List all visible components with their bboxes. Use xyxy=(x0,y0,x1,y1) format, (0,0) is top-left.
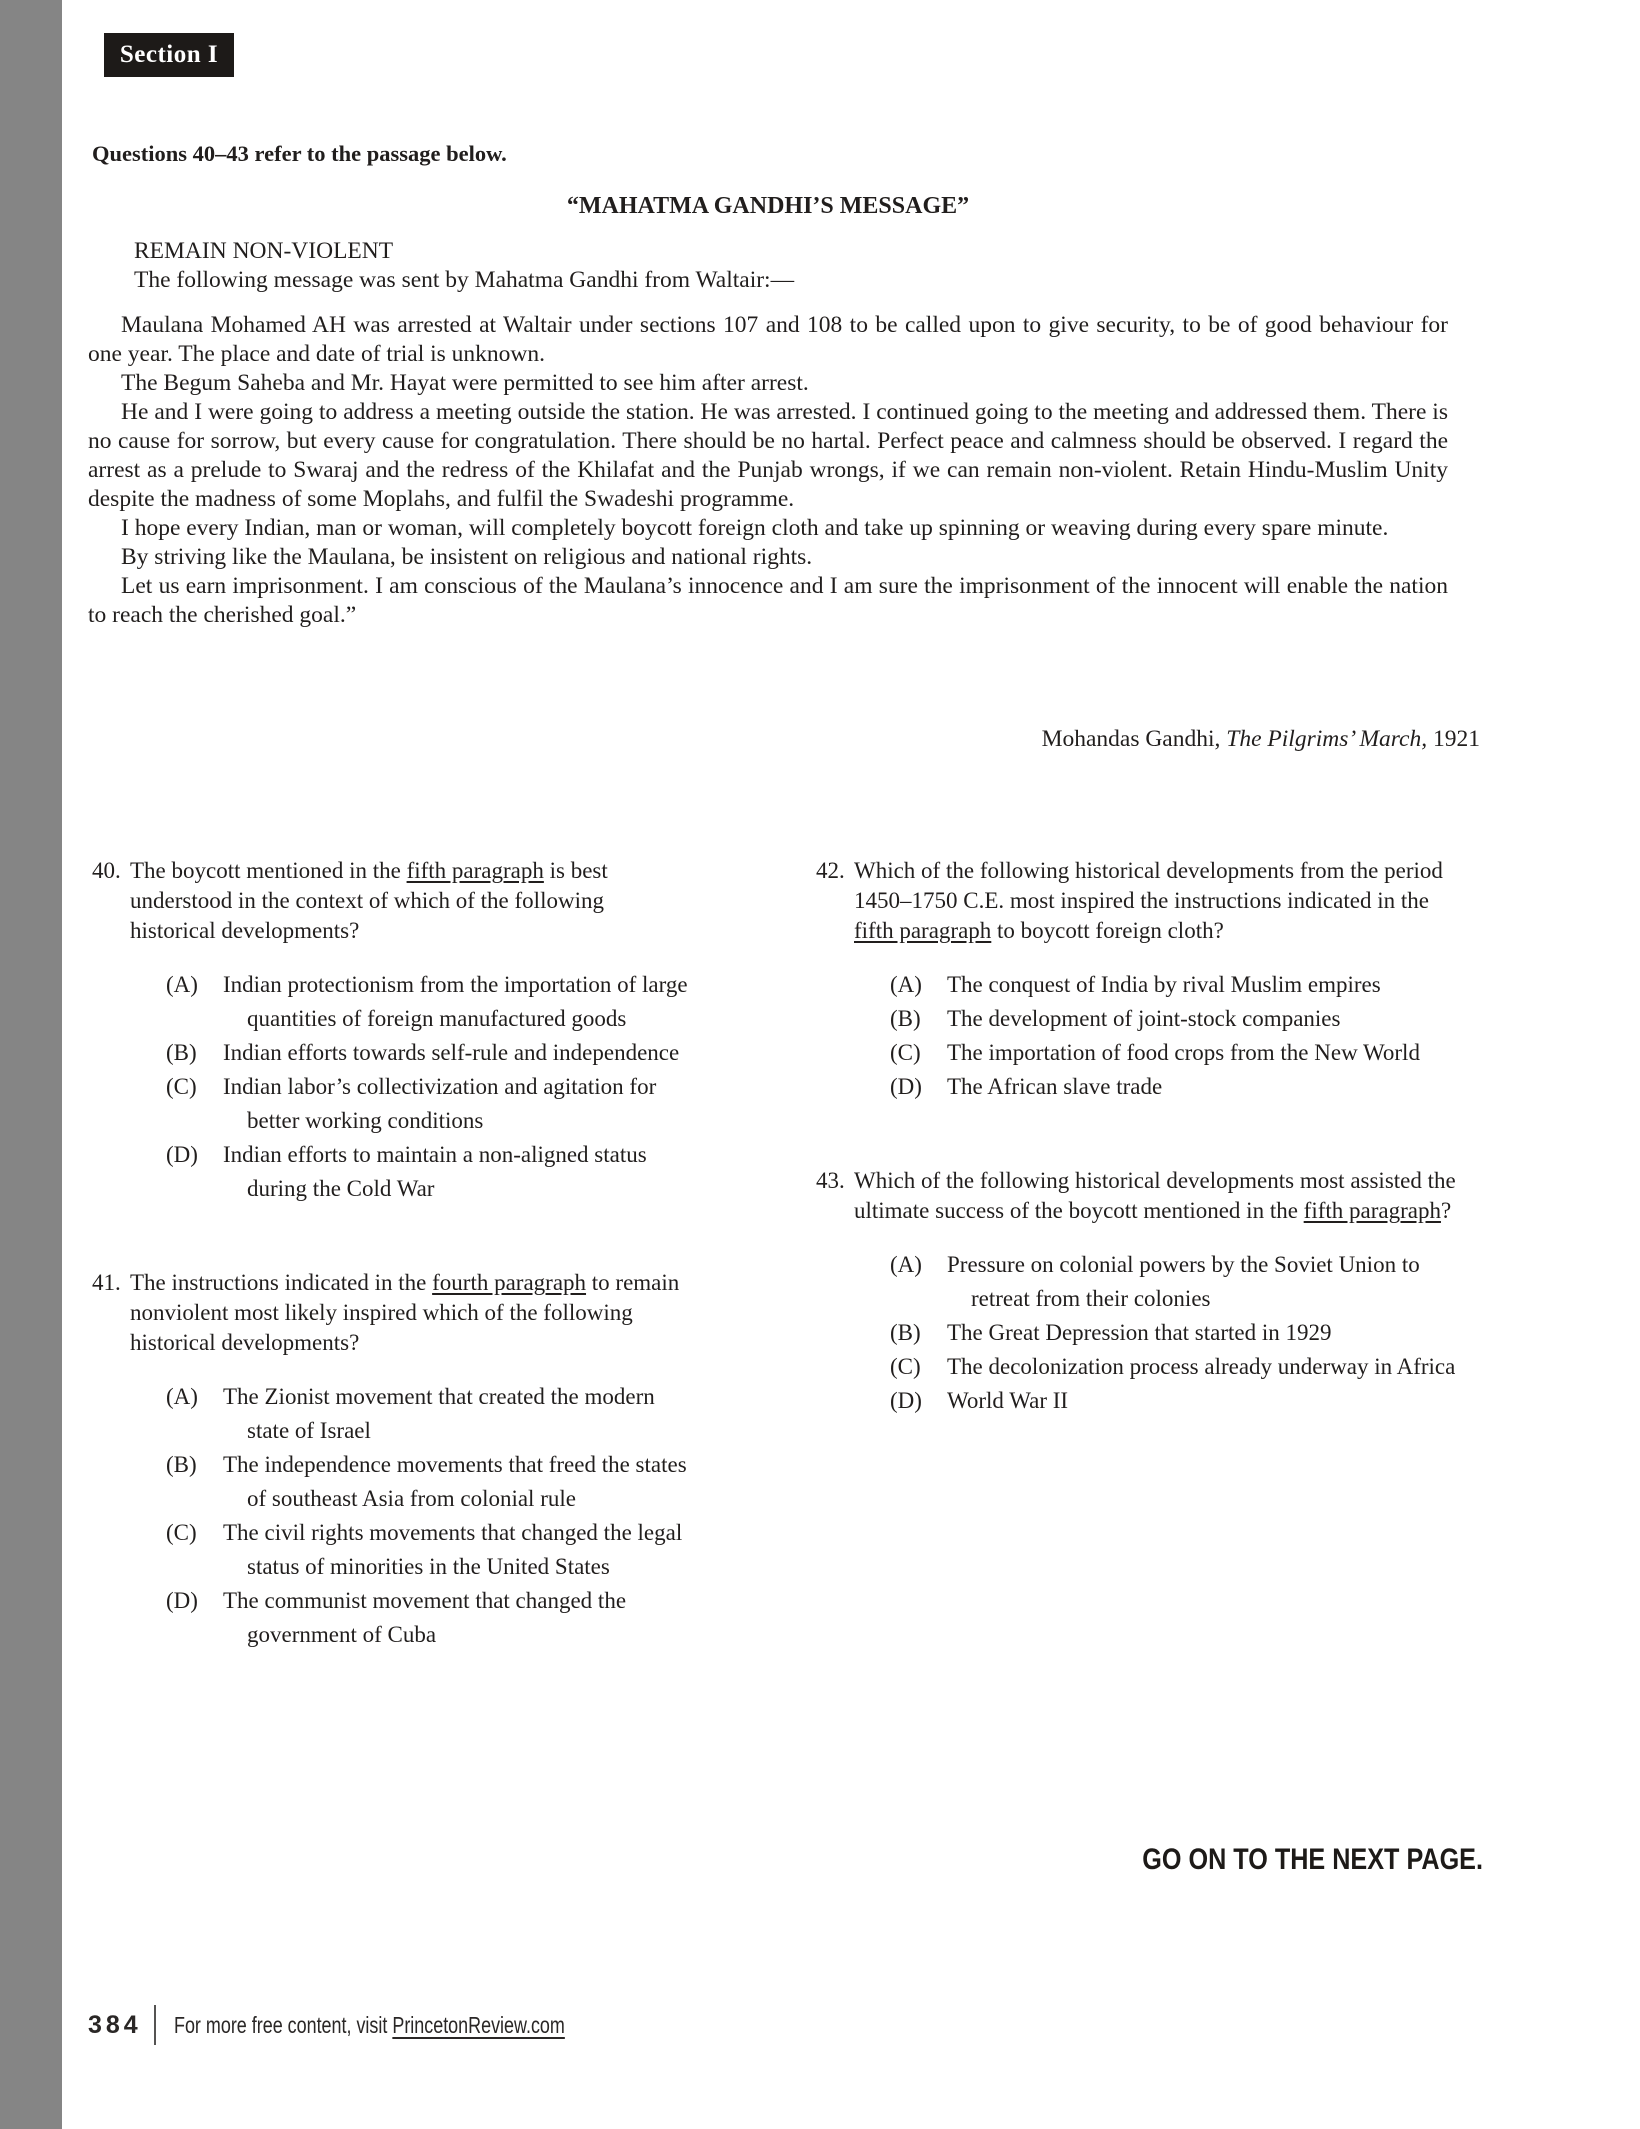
stem-text: to remain nonviolent most likely inspired which of the following historical developments? xyxy=(130,1270,680,1355)
option-label: (B) xyxy=(890,1320,921,1345)
passage-attribution xyxy=(88,726,1480,753)
option-text: Pressure on colonial powers by the Soviet Union to retreat from their colonies xyxy=(947,1252,1420,1311)
stem-underlined-reference: fifth paragraph xyxy=(406,858,544,883)
option-label: (D) xyxy=(890,1388,922,1413)
stem-underlined-reference: fifth paragraph xyxy=(1303,1198,1441,1223)
option-label: (C) xyxy=(890,1354,921,1379)
option-text: The African slave trade xyxy=(947,1074,1163,1099)
question-43 xyxy=(816,1166,1464,1418)
option-text: The decolonization process already underway in Africa xyxy=(947,1354,1456,1379)
section-tab xyxy=(104,33,234,77)
answer-option-a xyxy=(166,968,692,1036)
footer-message: For more free content, visit xyxy=(173,2011,393,2038)
option-label: (A) xyxy=(890,1252,922,1277)
answer-option-b xyxy=(166,1448,692,1516)
option-text: World War II xyxy=(947,1388,1069,1413)
page-number: 384 xyxy=(88,2010,142,2039)
passage-body xyxy=(88,311,1448,630)
question-43-options xyxy=(854,1248,1464,1418)
attribution-work-title: The Pilgrims’ March, xyxy=(1226,726,1428,752)
stem-text: The instructions indicated in the xyxy=(130,1270,433,1295)
passage-paragraph-3: He and I were going to address a meeting outside the station. He was arrested. I continued going to the meeting and addressed them. There is no cause for sorrow, but every cause for congratulation. There should be no hartal. Perfect peace and calmness should be observed. I regard the arrest as a prelude to Swaraj and the redress of the Khilafat and the Punjab wrongs, if we can remain non-violent. Retain Hindu-Muslim Unity despite the madness of some Moplahs, and fulfil the Swadeshi programme. xyxy=(88,399,1448,512)
option-label: (D) xyxy=(166,1142,198,1167)
option-text: The Great Depression that started in 1929 xyxy=(947,1320,1332,1345)
stem-text: Which of the following historical developments most assisted the ultimate success of the boycott mentioned in the xyxy=(854,1168,1456,1223)
passage-paragraph-2: The Begum Saheba and Mr. Hayat were permitted to see him after arrest. xyxy=(121,370,809,396)
answer-option-d xyxy=(890,1070,1464,1104)
option-text: The development of joint-stock companies xyxy=(947,1006,1341,1031)
answer-option-c xyxy=(890,1036,1464,1070)
stem-text: is best understood in the context of which of the following historical developments? xyxy=(130,858,608,943)
option-text: The independence movements that freed the states of southeast Asia from colonial rule xyxy=(223,1452,687,1511)
page-edge-strip xyxy=(0,0,62,2129)
princeton-review-link[interactable]: PrincetonReview.com xyxy=(392,2011,565,2038)
answer-option-c xyxy=(890,1350,1464,1384)
answer-option-d xyxy=(890,1384,1464,1418)
option-text: The civil rights movements that changed the legal status of minorities in the United States xyxy=(223,1520,683,1579)
question-42-stem xyxy=(854,856,1464,946)
questions-column-right xyxy=(816,856,1464,1480)
option-text: The conquest of India by rival Muslim empires xyxy=(947,972,1381,997)
option-label: (D) xyxy=(890,1074,922,1099)
passage-subtitle: REMAIN NON-VIOLENT xyxy=(134,238,394,264)
option-text: Indian efforts towards self-rule and independence xyxy=(223,1040,680,1065)
passage-intro: The following message was sent by Mahatma Gandhi from Waltair:— xyxy=(134,267,795,293)
questions-range-header: Questions 40–43 refer to the passage below. xyxy=(92,141,507,166)
option-label: (C) xyxy=(890,1040,921,1065)
answer-option-d xyxy=(166,1138,692,1206)
stem-text: to boycott foreign cloth? xyxy=(991,918,1224,943)
stem-underlined-reference: fifth paragraph xyxy=(854,918,992,943)
question-40 xyxy=(92,856,692,1206)
option-text: The Zionist movement that created the modern state of Israel xyxy=(223,1384,655,1443)
questions-column-left xyxy=(92,856,692,1714)
attribution-year: 1921 xyxy=(1427,726,1480,752)
footer-text xyxy=(174,2012,565,2039)
question-40-stem xyxy=(130,856,692,946)
answer-option-c xyxy=(166,1070,692,1138)
passage-paragraph-4: I hope every Indian, man or woman, will completely boycott foreign cloth and take up spinning or weaving during every spare minute. xyxy=(121,515,1389,541)
answer-option-a xyxy=(890,1248,1464,1316)
answer-option-d xyxy=(166,1584,692,1652)
answer-option-c xyxy=(166,1516,692,1584)
answer-option-a xyxy=(166,1380,692,1448)
attribution-author: Mohandas Gandhi, xyxy=(1041,726,1227,752)
question-40-options xyxy=(130,968,692,1206)
answer-option-b xyxy=(166,1036,692,1070)
stem-text: Which of the following historical developments from the period 1450–1750 C.E. most inspired the instructions indicated in the xyxy=(854,858,1443,913)
option-label: (B) xyxy=(890,1006,921,1031)
option-label: (D) xyxy=(166,1588,198,1613)
option-text: Indian protectionism from the importation of large quantities of foreign manufactured goods xyxy=(223,972,688,1031)
option-label: (A) xyxy=(166,1384,198,1409)
question-42-options xyxy=(854,968,1464,1104)
answer-option-a xyxy=(890,968,1464,1002)
go-on-instruction: GO ON TO THE NEXT PAGE. xyxy=(1142,1843,1483,1876)
stem-text: The boycott mentioned in the xyxy=(130,858,407,883)
option-text: The communist movement that changed the government of Cuba xyxy=(223,1588,627,1647)
option-label: (B) xyxy=(166,1452,197,1477)
question-42-number: 42. xyxy=(816,858,845,883)
page-footer xyxy=(88,2004,675,2046)
question-41-number: 41. xyxy=(92,1270,121,1295)
section-tab-label: Section I xyxy=(119,41,219,68)
option-text: The importation of food crops from the New World xyxy=(947,1040,1420,1065)
stem-underlined-reference: fourth paragraph xyxy=(432,1270,587,1295)
option-label: (C) xyxy=(166,1074,197,1099)
option-text: Indian labor’s collectivization and agitation for better working conditions xyxy=(223,1074,657,1133)
answer-option-b xyxy=(890,1316,1464,1350)
passage-paragraph-5: By striving like the Maulana, be insistent on religious and national rights. xyxy=(121,544,813,570)
option-label: (A) xyxy=(166,972,198,997)
question-41-stem xyxy=(130,1268,692,1358)
option-text: Indian efforts to maintain a non-aligned status during the Cold War xyxy=(223,1142,647,1201)
question-43-stem xyxy=(854,1166,1464,1226)
question-41-options xyxy=(130,1380,692,1652)
answer-option-b xyxy=(890,1002,1464,1036)
footer-divider xyxy=(154,2005,156,2045)
passage-title: “MAHATMA GANDHI’S MESSAGE” xyxy=(566,193,970,219)
option-label: (B) xyxy=(166,1040,197,1065)
stem-text: ? xyxy=(1440,1198,1452,1223)
question-40-number: 40. xyxy=(92,858,121,883)
passage xyxy=(88,192,1448,630)
question-41 xyxy=(92,1268,692,1652)
option-label: (C) xyxy=(166,1520,197,1545)
question-42 xyxy=(816,856,1464,1104)
question-43-number: 43. xyxy=(816,1168,845,1193)
passage-paragraph-6: Let us earn imprisonment. I am conscious of the Maulana’s innocence and I am sure the imprisonment of the innocent will enable the nation to reach the cherished goal.” xyxy=(88,573,1448,628)
passage-paragraph-1: Maulana Mohamed AH was arrested at Waltair under sections 107 and 108 to be called upon to give security, to be of good behaviour for one year. The place and date of trial is unknown. xyxy=(88,312,1448,367)
option-label: (A) xyxy=(890,972,922,997)
